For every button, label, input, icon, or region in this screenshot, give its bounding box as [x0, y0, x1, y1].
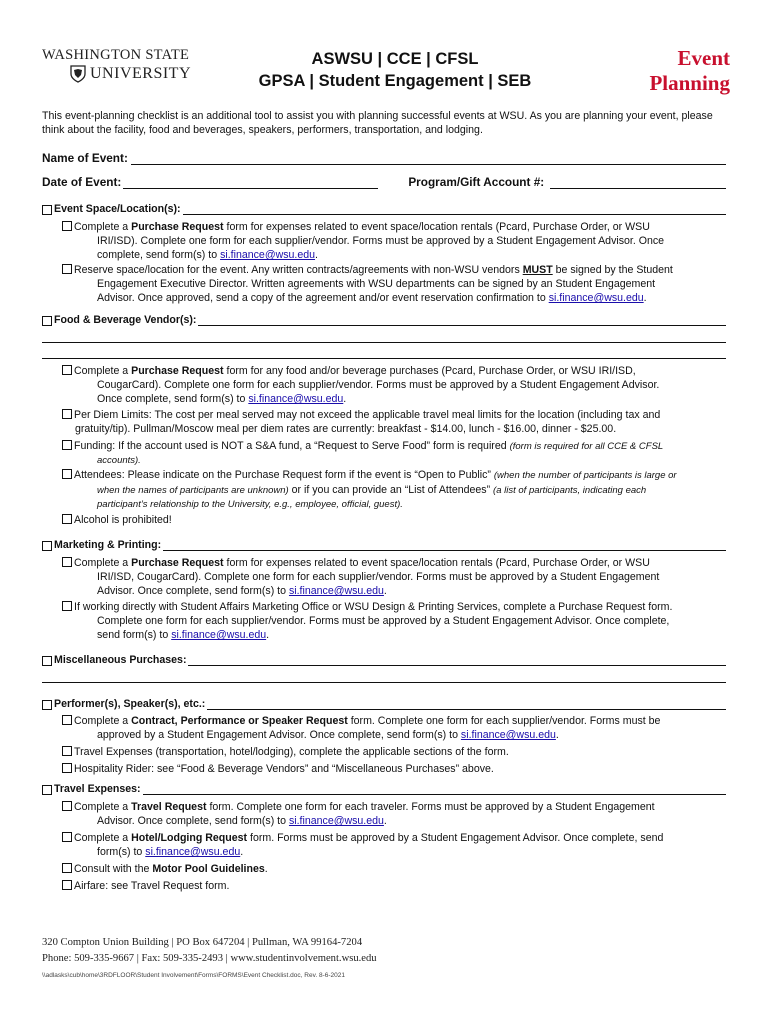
- footer-line1: 320 Compton Union Building | PO Box 647204 | Pullman, WA 99164-7204: [42, 937, 363, 948]
- text: Advisor. Once approved, send a copy of the agreement and/or event reservation confirmation to: [97, 292, 549, 304]
- text: participant’s relationship to the University, e.g., employee, official, guest).: [97, 499, 403, 510]
- program-account-label: Program/Gift Account #:: [408, 175, 545, 189]
- logo-line1: WASHINGTON STATE: [42, 47, 190, 63]
- intro-text: This event-planning checklist is an additional tool to assist you with planning successful events at WSU. As you are planning your event, please think about the facility, food and beverages, speakers, performers, transportation, and lodging.: [42, 110, 713, 136]
- text: (when the number of participants is large or: [493, 470, 677, 481]
- food-item-purchase-request: Complete a Purchase Request form for any food and/or beverage purchases (Pcard, Purchase Order, or WSU IRI/ISD, CougarCard). Complete one form for each supplier/vendor. Forms must be approved by a Student Engagement Advisor. Once complete, send form(s) to si.finance@wsu.edu.: [62, 364, 726, 406]
- cougar-crest-icon: [70, 65, 86, 83]
- purchase-request-text: Purchase Request: [131, 557, 224, 569]
- performer-item-contract: Complete a Contract, Performance or Speaker Request form. Complete one form for each supplier/vendor. Forms must be approved by a Student Engagement Advisor. Once complete, send form(s) to si.finance@wsu.edu.: [62, 714, 726, 742]
- name-of-event-line[interactable]: [131, 153, 726, 165]
- food-checkbox[interactable]: [42, 316, 52, 326]
- event-title-line2: Planning: [649, 71, 730, 95]
- text: Once complete, send form(s) to: [97, 393, 249, 405]
- text: Advisor. Once complete, send form(s) to: [97, 815, 289, 827]
- text: be signed by the Student: [552, 264, 673, 276]
- text: when the names of participants are unknown): [97, 485, 289, 496]
- wsu-logo: [42, 48, 202, 83]
- text: Advisor. Once complete, send form(s) to: [97, 585, 289, 597]
- date-of-event-line[interactable]: [123, 177, 378, 189]
- marketing-item1-checkbox[interactable]: [62, 557, 72, 567]
- email-link[interactable]: si.finance@wsu.edu: [288, 815, 384, 827]
- text: Per Diem Limits: The cost per meal served may not exceed the applicable travel meal limits for the location (including tax and: [74, 409, 661, 421]
- space-item1-checkbox[interactable]: [62, 221, 72, 231]
- text: approved by a Student Engagement Advisor. Once complete, send form(s) to: [97, 729, 461, 741]
- misc-label: Miscellaneous Purchases:: [54, 654, 187, 666]
- text: If working directly with Student Affairs Marketing Office or WSU Design & Printing Services, complete a Purchase Request form.: [74, 601, 673, 613]
- footer-address: [42, 935, 377, 967]
- text: CougarCard). Complete one form for each supplier/vendor. Forms must be approved by a Student Engagement Advisor.: [97, 379, 660, 391]
- text: Hospitality Rider: see “Food & Beverage Vendors” and “Miscellaneous Purchases” above.: [74, 763, 494, 775]
- travel-item-travel-request: Complete a Travel Request form. Complete one form for each traveler. Forms must be approved by a Student Engagement Advisor. Once complete, send form(s) to si.finance@wsu.edu.: [62, 800, 726, 828]
- text: Funding: If the account used is NOT a S&A fund, a “Request to Serve Food” form is required: [74, 440, 510, 452]
- food-line[interactable]: [198, 315, 726, 326]
- food-item3-checkbox[interactable]: [62, 440, 72, 450]
- performer-label: Performer(s), Speaker(s), etc.:: [54, 698, 206, 710]
- date-of-event-label: Date of Event:: [42, 175, 122, 189]
- travel-label: Travel Expenses:: [54, 783, 141, 795]
- text: Complete a: [74, 715, 132, 727]
- purchase-request-text: Purchase Request: [131, 365, 224, 377]
- food-item-per-diem: [62, 408, 726, 436]
- marketing-item-purchase-request: Complete a Purchase Request form for expenses related to event space/location rentals (Pcard, Purchase Order, or WSU IRI/ISD, CougarCard). Complete one form for each supplier/vendor. Forms must be approved by a Student Engagement Advisor. Once complete, send form(s) to si.finance@wsu.edu.: [62, 556, 726, 598]
- travel-checkbox[interactable]: [42, 785, 52, 795]
- marketing-label: Marketing & Printing:: [54, 539, 162, 551]
- text: Consult with the: [74, 863, 153, 875]
- misc-blank-line[interactable]: [42, 682, 726, 683]
- text: Engagement Executive Director. Written agreements with WSU departments can be signed by an Student Engagement: [97, 278, 656, 290]
- marketing-item-design-printing: If working directly with Student Affairs Marketing Office or WSU Design & Printing Services, complete a Purchase Request form. Complete one form for each supplier/vendor. Forms must be approved by a Student Engagement Advisor. Once complete, send form(s) to si.finance@wsu.edu.: [62, 600, 726, 642]
- travel-item1-checkbox[interactable]: [62, 801, 72, 811]
- text: Complete a: [74, 801, 132, 813]
- file-path: \\adlasks\cub\home\3RDFLOOR\Student Involvement\Forms\FORMS\Event Checklist.doc, Rev. 8-6-2021: [42, 972, 345, 979]
- travel-request-text: Travel Request: [131, 801, 207, 813]
- performer-section: [42, 698, 726, 710]
- text: Airfare: see Travel Request form.: [74, 880, 230, 892]
- travel-item-hotel: Complete a Hotel/Lodging Request form. Forms must be approved by a Student Engagement Advisor. Once complete, send form(s) to si.finance@wsu.edu.: [62, 831, 726, 859]
- event-space-label: Event Space/Location(s):: [54, 203, 181, 215]
- food-item-funding: [62, 439, 726, 468]
- food-blank-line[interactable]: [42, 342, 726, 343]
- text: Alcohol is prohibited!: [74, 514, 172, 526]
- performer-line[interactable]: [207, 699, 726, 710]
- email-link[interactable]: si.finance@wsu.edu: [171, 629, 267, 641]
- event-planning-title: [649, 46, 730, 96]
- text: Complete a: [74, 221, 132, 233]
- email-link[interactable]: si.finance@wsu.edu: [288, 585, 384, 597]
- program-account-line[interactable]: [550, 177, 726, 189]
- contract-request-text: Contract, Performance or Speaker Request: [131, 715, 348, 727]
- text: Travel Expenses (transportation, hotel/lodging), complete the applicable sections of the form.: [74, 746, 509, 758]
- text: (form is required for all CCE & CFSL: [509, 441, 664, 452]
- performer-item-hospitality: [62, 762, 726, 776]
- text: form. Complete one form for each traveler. Forms must be approved by a Student Engagement: [206, 801, 655, 813]
- footer-line2: Phone: 509-335-9667 | Fax: 509-335-2493 | www.studentinvolvement.wsu.edu: [42, 953, 377, 964]
- date-program-row: [42, 175, 726, 189]
- department-titles: [230, 48, 560, 92]
- text: Attendees: Please indicate on the Purchase Request form if the event is “Open to Public”: [74, 469, 494, 481]
- must-text: MUST: [522, 264, 553, 276]
- marketing-line[interactable]: [163, 540, 726, 551]
- misc-line[interactable]: [188, 655, 726, 666]
- performer-item2-checkbox[interactable]: [62, 746, 72, 756]
- text: form. Complete one form for each supplier/vendor. Forms must be: [347, 715, 661, 727]
- text: Complete a: [74, 365, 132, 377]
- food-blank-line[interactable]: [42, 358, 726, 359]
- food-item5-checkbox[interactable]: [62, 514, 72, 524]
- travel-item-airfare: [62, 879, 726, 893]
- hotel-request-text: Hotel/Lodging Request: [131, 832, 248, 844]
- text: IRI/ISD). Complete one form for each supplier/vendor. Forms must be approved by a Student Engagement Advisor. Once: [97, 235, 665, 247]
- email-link[interactable]: si.finance@wsu.edu: [145, 846, 241, 858]
- marketing-checkbox[interactable]: [42, 541, 52, 551]
- performer-item3-checkbox[interactable]: [62, 763, 72, 773]
- text: .: [264, 863, 268, 875]
- text: Complete a: [74, 832, 132, 844]
- name-of-event-field[interactable]: [42, 151, 726, 165]
- marketing-section: [42, 539, 726, 551]
- document-header: [0, 44, 770, 104]
- name-of-event-label: Name of Event:: [42, 151, 128, 165]
- email-link[interactable]: si.finance@wsu.edu: [460, 729, 556, 741]
- logo-line2: UNIVERSITY: [90, 65, 191, 82]
- text: form. Forms must be approved by a Student Engagement Advisor. Once complete, send: [247, 832, 664, 844]
- motor-pool-text: Motor Pool Guidelines: [152, 863, 265, 875]
- food-item2-checkbox[interactable]: [62, 409, 72, 419]
- space-item-purchase-request: Complete a Purchase Request form for expenses related to event space/location rentals (Pcard, Purchase Order, or WSU IRI/ISD). Complete one form for each supplier/vendor. Forms must be approved by a Student Engagement Advisor. Once complete, send form(s) to si.finance@wsu.edu.: [62, 220, 726, 262]
- text: form for expenses related to event space/location rentals (Pcard, Purchase Order, or WSU: [223, 557, 650, 569]
- text: gratuity/tip). Pullman/Moscow meal per diem rates are currently: breakfast - $14.00, lunch - $16.00, dinner - $25.00.: [75, 423, 617, 435]
- marketing-item2-checkbox[interactable]: [62, 601, 72, 611]
- title-line2: GPSA | Student Engagement | SEB: [258, 72, 532, 90]
- event-space-checkbox[interactable]: [42, 205, 52, 215]
- performer-checkbox[interactable]: [42, 700, 52, 710]
- text: Complete a: [74, 557, 132, 569]
- misc-checkbox[interactable]: [42, 656, 52, 666]
- text: Complete one form for each supplier/vendor. Forms must be approved by a Student Engagement Advisor. Once complete,: [97, 615, 670, 627]
- food-item1-checkbox[interactable]: [62, 365, 72, 375]
- text: form for expenses related to event space/location rentals (Pcard, Purchase Order, or WSU: [223, 221, 650, 233]
- misc-section: [42, 654, 726, 666]
- space-item2-checkbox[interactable]: [62, 264, 72, 274]
- text: or if you can provide an “List of Attendees”: [288, 484, 494, 496]
- event-space-line[interactable]: [183, 204, 726, 215]
- travel-item3-checkbox[interactable]: [62, 863, 72, 873]
- event-space-section: [42, 203, 726, 215]
- email-link[interactable]: si.finance@wsu.edu: [220, 249, 316, 261]
- travel-item2-checkbox[interactable]: [62, 832, 72, 842]
- performer-item1-checkbox[interactable]: [62, 715, 72, 725]
- text: accounts).: [97, 455, 141, 466]
- food-item4-checkbox[interactable]: [62, 469, 72, 479]
- travel-item4-checkbox[interactable]: [62, 880, 72, 890]
- food-label: Food & Beverage Vendor(s):: [54, 314, 197, 326]
- travel-line[interactable]: [143, 784, 726, 795]
- travel-section: [42, 783, 726, 795]
- purchase-request-text: Purchase Request: [131, 221, 224, 233]
- text: Reserve space/location for the event. Any written contracts/agreements with non-WSU vendors: [74, 264, 523, 276]
- food-section: [42, 314, 726, 326]
- text: form for any food and/or beverage purchases (Pcard, Purchase Order, or WSU IRI/ISD,: [223, 365, 636, 377]
- text: form(s) to: [97, 846, 146, 858]
- text: send form(s) to: [97, 629, 172, 641]
- text: complete, send form(s) to: [97, 249, 221, 261]
- performer-item-travel: [62, 745, 726, 759]
- food-item-alcohol: [62, 513, 726, 527]
- food-item-attendees: [62, 468, 726, 512]
- space-item-reserve: Reserve space/location for the event. Any written contracts/agreements with non-WSU vendors MUST be signed by the Student Engagement Executive Director. Written agreements with WSU departments can be signed by an Student Engagement Advisor. Once approved, send a copy of the agreement and/or event reservation confirmation to si.finance@wsu.edu.: [62, 263, 726, 305]
- email-link[interactable]: si.finance@wsu.edu: [248, 393, 344, 405]
- travel-item-motor-pool: [62, 862, 726, 876]
- text: IRI/ISD, CougarCard). Complete one form for each supplier/vendor. Forms must be approved by a Student Engagement: [97, 571, 660, 583]
- title-line1: ASWSU | CCE | CFSL: [311, 50, 479, 68]
- email-link[interactable]: si.finance@wsu.edu: [548, 292, 644, 304]
- event-title-line1: Event: [677, 46, 730, 70]
- text: (a list of participants, indicating each: [493, 485, 647, 496]
